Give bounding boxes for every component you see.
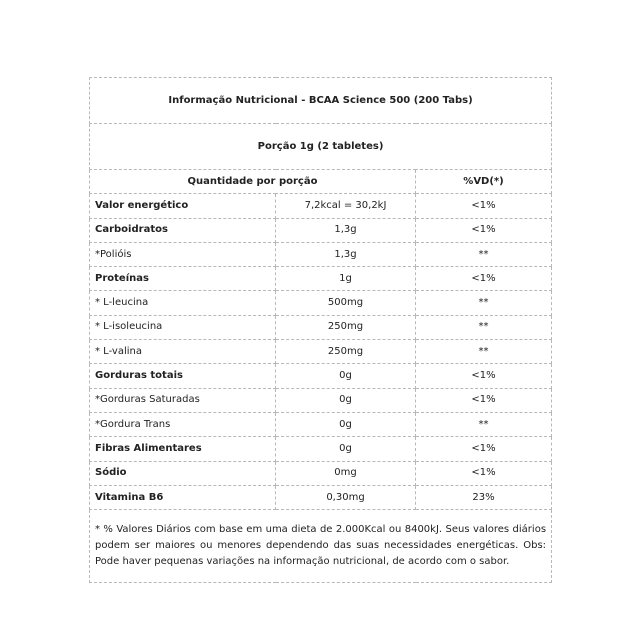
nutrient-vd: <1%	[416, 218, 552, 242]
table-row	[90, 461, 552, 485]
nutrient-name: * L-leucina	[90, 291, 276, 315]
nutrition-table	[89, 77, 552, 583]
nutrient-vd: <1%	[416, 194, 552, 218]
nutrient-name: Proteínas	[90, 267, 276, 291]
nutrient-amount: 0mg	[276, 461, 416, 485]
nutrient-vd: 23%	[416, 485, 552, 509]
nutrient-vd: <1%	[416, 461, 552, 485]
nutrient-amount: 0,30mg	[276, 485, 416, 509]
nutrient-amount: 0g	[276, 388, 416, 412]
portion-row	[90, 124, 552, 170]
nutrient-amount: 0g	[276, 412, 416, 436]
nutrient-amount: 1,3g	[276, 218, 416, 242]
nutrient-amount: 250mg	[276, 315, 416, 339]
table-row	[90, 267, 552, 291]
nutrient-vd: <1%	[416, 267, 552, 291]
table-row	[90, 218, 552, 242]
nutrient-amount: 0g	[276, 364, 416, 388]
nutrient-name: Gorduras totais	[90, 364, 276, 388]
nutrient-name: * L-isoleucina	[90, 315, 276, 339]
table-row	[90, 364, 552, 388]
table-row	[90, 315, 552, 339]
table-row	[90, 242, 552, 266]
table-row	[90, 485, 552, 509]
footnote: * % Valores Diários com base em uma dieta de 2.000Kcal ou 8400kJ. Seus valores diários podem ser maiores ou menores dependendo das suas necessidades energéticas. Obs: Pode haver pequenas variações na informação nutricional, de acordo com o sabor.	[90, 510, 552, 583]
footnote-row	[90, 510, 552, 583]
nutrient-name: *Gordura Trans	[90, 412, 276, 436]
nutrient-name: Fibras Alimentares	[90, 437, 276, 461]
table-row	[90, 388, 552, 412]
portion-size: Porção 1g (2 tabletes)	[90, 124, 552, 170]
header-vd: %VD(*)	[416, 170, 552, 194]
nutrient-vd: **	[416, 315, 552, 339]
nutrient-vd: <1%	[416, 388, 552, 412]
nutrient-amount: 500mg	[276, 291, 416, 315]
title-row	[90, 78, 552, 124]
nutrient-amount: 7,2kcal = 30,2kJ	[276, 194, 416, 218]
nutrient-name: Valor energético	[90, 194, 276, 218]
header-row	[90, 170, 552, 194]
nutrient-name: Vitamina B6	[90, 485, 276, 509]
nutrient-vd: <1%	[416, 437, 552, 461]
nutrient-vd: **	[416, 340, 552, 364]
header-quantity: Quantidade por porção	[90, 170, 416, 194]
nutrient-vd: **	[416, 291, 552, 315]
nutrient-amount: 1g	[276, 267, 416, 291]
nutrient-amount: 1,3g	[276, 242, 416, 266]
table-row	[90, 340, 552, 364]
nutrient-amount: 250mg	[276, 340, 416, 364]
table-row	[90, 412, 552, 436]
nutrient-vd: **	[416, 242, 552, 266]
nutrient-name: Sódio	[90, 461, 276, 485]
table-row	[90, 194, 552, 218]
nutrient-name: *Polióis	[90, 242, 276, 266]
nutrient-vd: **	[416, 412, 552, 436]
table-row	[90, 291, 552, 315]
nutrient-name: Carboidratos	[90, 218, 276, 242]
table-row	[90, 437, 552, 461]
nutrient-vd: <1%	[416, 364, 552, 388]
nutrient-amount: 0g	[276, 437, 416, 461]
nutrient-name: *Gorduras Saturadas	[90, 388, 276, 412]
table-title: Informação Nutricional - BCAA Science 500 (200 Tabs)	[90, 78, 552, 124]
nutrient-name: * L-valina	[90, 340, 276, 364]
